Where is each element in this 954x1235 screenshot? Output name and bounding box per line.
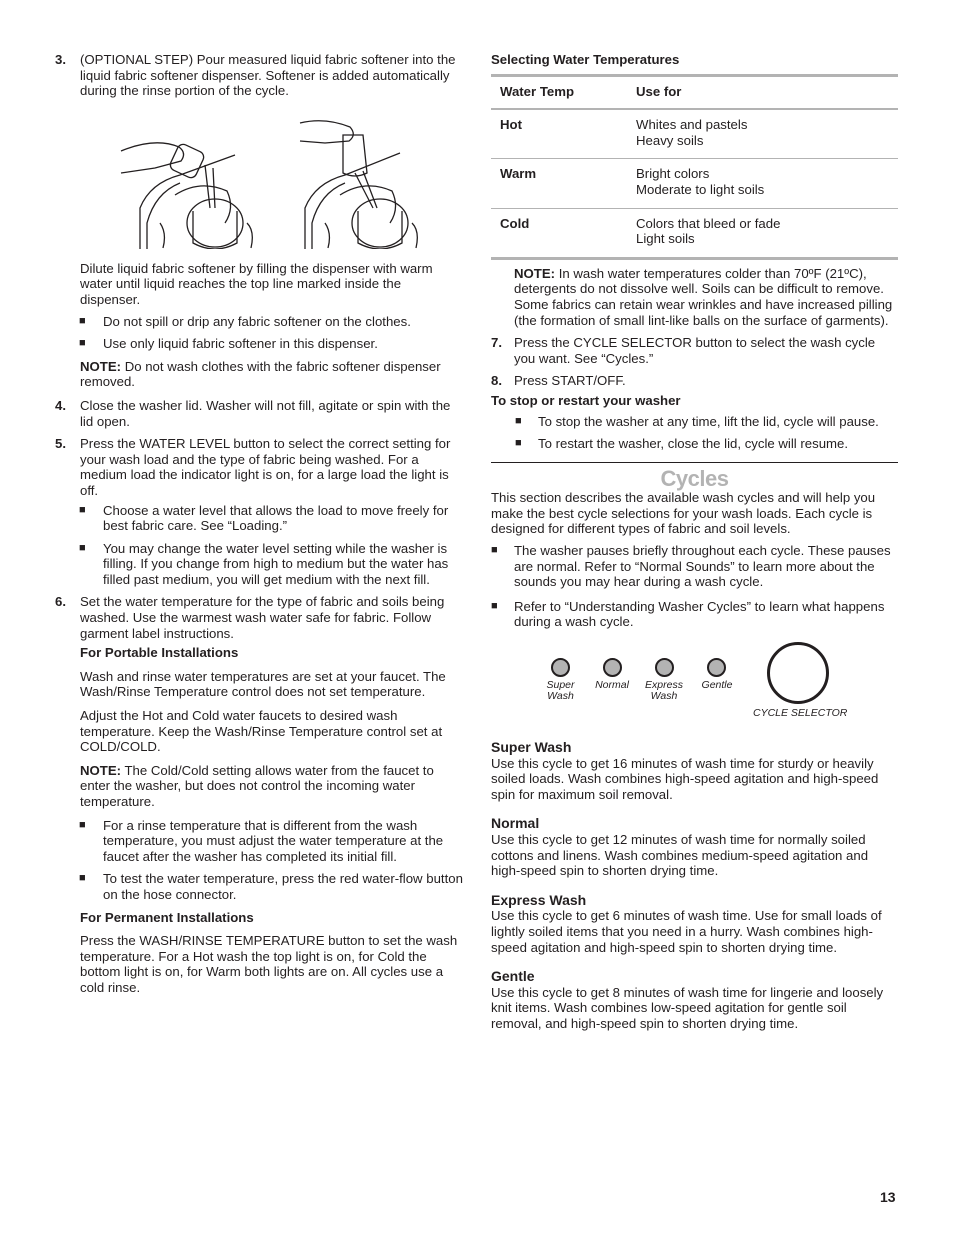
stop-restart-bullet: ■ To stop the washer at any time, lift the lid, cycle will pause. [491,414,898,430]
step-number: 7. [491,335,502,351]
cycle-selector-label: CYCLE SELECTOR [753,707,848,720]
super-wash-text: Use this cycle to get 16 minutes of wash time for sturdy or heavily soiled loads. Wash combines high-speed agitation and high-speed spin for maximum soil removal. [491,755,879,802]
table-header-cell: Use for [627,75,898,109]
portable-bullet: ■ To test the water temperature, press the red water-flow button on the hose connector. [55,871,463,902]
note-text: The Cold/Cold setting allows water from the faucet to enter the washer, but does not control the incoming water temperature. [80,762,434,809]
portable-paragraph: Wash and rinse water temperatures are set at your faucet. The Wash/Rinse Temperature control does not set temperature. [80,668,446,700]
table-row [491,109,898,159]
note-label: NOTE: [80,358,122,374]
label-line: Wash [547,690,574,703]
use-line: Colors that bleed or fade [636,215,781,231]
softener-bullet: ■ Use only liquid fabric softener in this dispenser. [55,336,463,352]
portable-bullet: ■ For a rinse temperature that is different from the wash temperature, you must adjust the water temperature at the faucet after the washer has completed its initial fill. [55,818,463,865]
use-cell [627,109,898,159]
cycles-bullet: ■ The washer pauses briefly throughout each cycle. These pauses are normal. Refer to “Normal Sounds” to learn more about the sounds you may hear during a wash cycle. [491,543,898,590]
cycles-intro: This section describes the available wash cycles and will help you make the best cycle selections for your wash loads. Each cycle is designed for different types of fabric and soil levels. [491,490,876,537]
softener-bullet: ■ Do not spill or drip any fabric softener on the clothes. [55,314,463,330]
temp-cell: Cold [491,208,627,258]
gentle-text: Use this cycle to get 8 minutes of wash time for lingerie and loosely knit items. Wash combines low-speed agitation for gentle soil removal, and high-speed spin to shorten drying time. [491,984,884,1031]
cycle-led [655,658,674,677]
pouring-softener-illustration [55,113,463,249]
step-text: Press the CYCLE SELECTOR button to select the wash cycle you want. See “Cycles.” [514,335,876,366]
label-line: Normal [595,679,629,692]
cycle-selector-panel [491,644,898,734]
note-text: Do not wash clothes with the fabric softener dispenser removed. [80,358,441,390]
section-divider [491,462,898,463]
super-wash-heading: Super Wash [491,739,572,756]
cycle-label-gentle [697,680,737,691]
cycle-led [551,658,570,677]
label-line: Wash [650,690,678,703]
label-line: Express [645,679,683,692]
water-level-bullet: ■ Choose a water level that allows the load to move freely for best fabric care. See “Loading.” [55,503,463,534]
stop-restart-heading: To stop or restart your washer [491,392,681,408]
label-line: Gentle [701,679,733,692]
cycle-led [707,658,726,677]
permanent-paragraph: Press the WASH/RINSE TEMPERATURE button to set the wash temperature. For a Hot wash the top light is on, for Cold the bottom light is on, for Warm both lights are on. All cycles use a cold rinse. [80,933,458,995]
step-number: 4. [55,397,66,413]
use-cell [627,208,898,258]
step-text: (OPTIONAL STEP) Pour measured liquid fabric softener into the liquid fabric softener dispenser. Softener is added automatically during the rinse portion of the cycle. [80,52,456,99]
label-line: Super [546,679,575,692]
step-text: Press START/OFF. [514,373,626,389]
table-header-cell: Water Temp [491,75,627,109]
dilute-instructions: Dilute liquid fabric softener by filling the dispenser with warm water until liquid reaches the top line marked inside the dispenser. [80,260,433,307]
step-7 [491,335,898,366]
cycles-section-title: Cycles [660,465,729,491]
portable-note [55,763,463,810]
express-wash-heading: Express Wash [491,891,587,908]
softener-illustrations [55,113,463,249]
step-6 [55,594,463,641]
use-line: Whites and pastels [636,117,748,133]
table-title: Selecting Water Temperatures [491,52,680,67]
step-3 [55,52,463,99]
step-text: Close the washer lid. Washer will not fill, agitate or spin with the lid open. [80,397,451,429]
step-number: 6. [55,594,66,610]
gentle-heading: Gentle [491,968,535,985]
cycle-selector-button[interactable] [767,642,829,704]
express-wash-text: Use this cycle to get 6 minutes of wash time. Use for small loads of lightly soiled items that you need in a hurry. Wash combines high-speed agitation and high-speed spin to shorten drying time. [491,908,882,955]
normal-heading: Normal [491,815,540,832]
cycle-label-express-wash [643,680,685,702]
step-text: Press the WATER LEVEL button to select the correct setting for your wash load and the type of fabric being washed. For a medium load the indicator light is on, for a large load the light is off. [80,436,451,498]
step-number: 8. [491,373,502,389]
water-temperature-table [491,74,898,260]
step-number: 5. [55,436,66,452]
softener-note [55,359,463,390]
step-5 [55,436,463,498]
step-4 [55,398,463,429]
table-row [491,208,898,258]
water-level-bullet: ■ You may change the water level setting while the washer is filling. If you change from high to medium but the water has filled past medium, you will get medium with the next fill. [55,541,463,588]
right-column [491,52,898,1032]
portable-heading: For Portable Installations [80,645,239,661]
cycle-led [603,658,622,677]
use-line: Heavy soils [636,132,704,148]
left-column [55,52,463,996]
cycle-label-super-wash [543,680,578,702]
portable-paragraph: Adjust the Hot and Cold water faucets to desired wash temperature. Keep the Wash/Rinse Temperature control set at COLD/COLD. [80,708,443,755]
normal-text: Use this cycle to get 12 minutes of wash time for normally soiled cottons and linens. Wash combines medium-speed agitation and high-speed spin to shorten drying time. [491,832,869,879]
permanent-heading: For Permanent Installations [80,909,254,925]
stop-restart-bullet: ■ To restart the washer, close the lid, cycle will resume. [491,436,898,452]
note-label: NOTE: [514,265,556,281]
note-text: In wash water temperatures colder than 70ºF (21ºC), detergents do not dissolve well. Soils can be difficult to remove. Some fabrics can retain wear wrinkles and have increased pilling (the formation of small lint-like balls on the surface of garments). [514,265,893,328]
temp-cell: Warm [491,159,627,208]
use-cell [627,159,898,208]
use-line: Moderate to light soils [636,181,765,197]
step-text: Set the water temperature for the type of fabric and soils being washed. Use the warmest wash water safe for fabric. Follow garment label instructions. [80,594,445,641]
table-header-row [491,75,898,109]
use-line: Bright colors [636,166,710,182]
temp-cell: Hot [491,109,627,159]
cycles-bullet: ■ Refer to “Understanding Washer Cycles” to learn what happens during a wash cycle. [491,599,898,630]
step-8 [491,373,898,389]
step-number: 3. [55,52,66,67]
table-row [491,159,898,208]
note-label: NOTE: [80,762,122,778]
use-line: Light soils [636,231,695,247]
cycle-label-normal [591,680,633,691]
temperature-note [491,266,898,328]
